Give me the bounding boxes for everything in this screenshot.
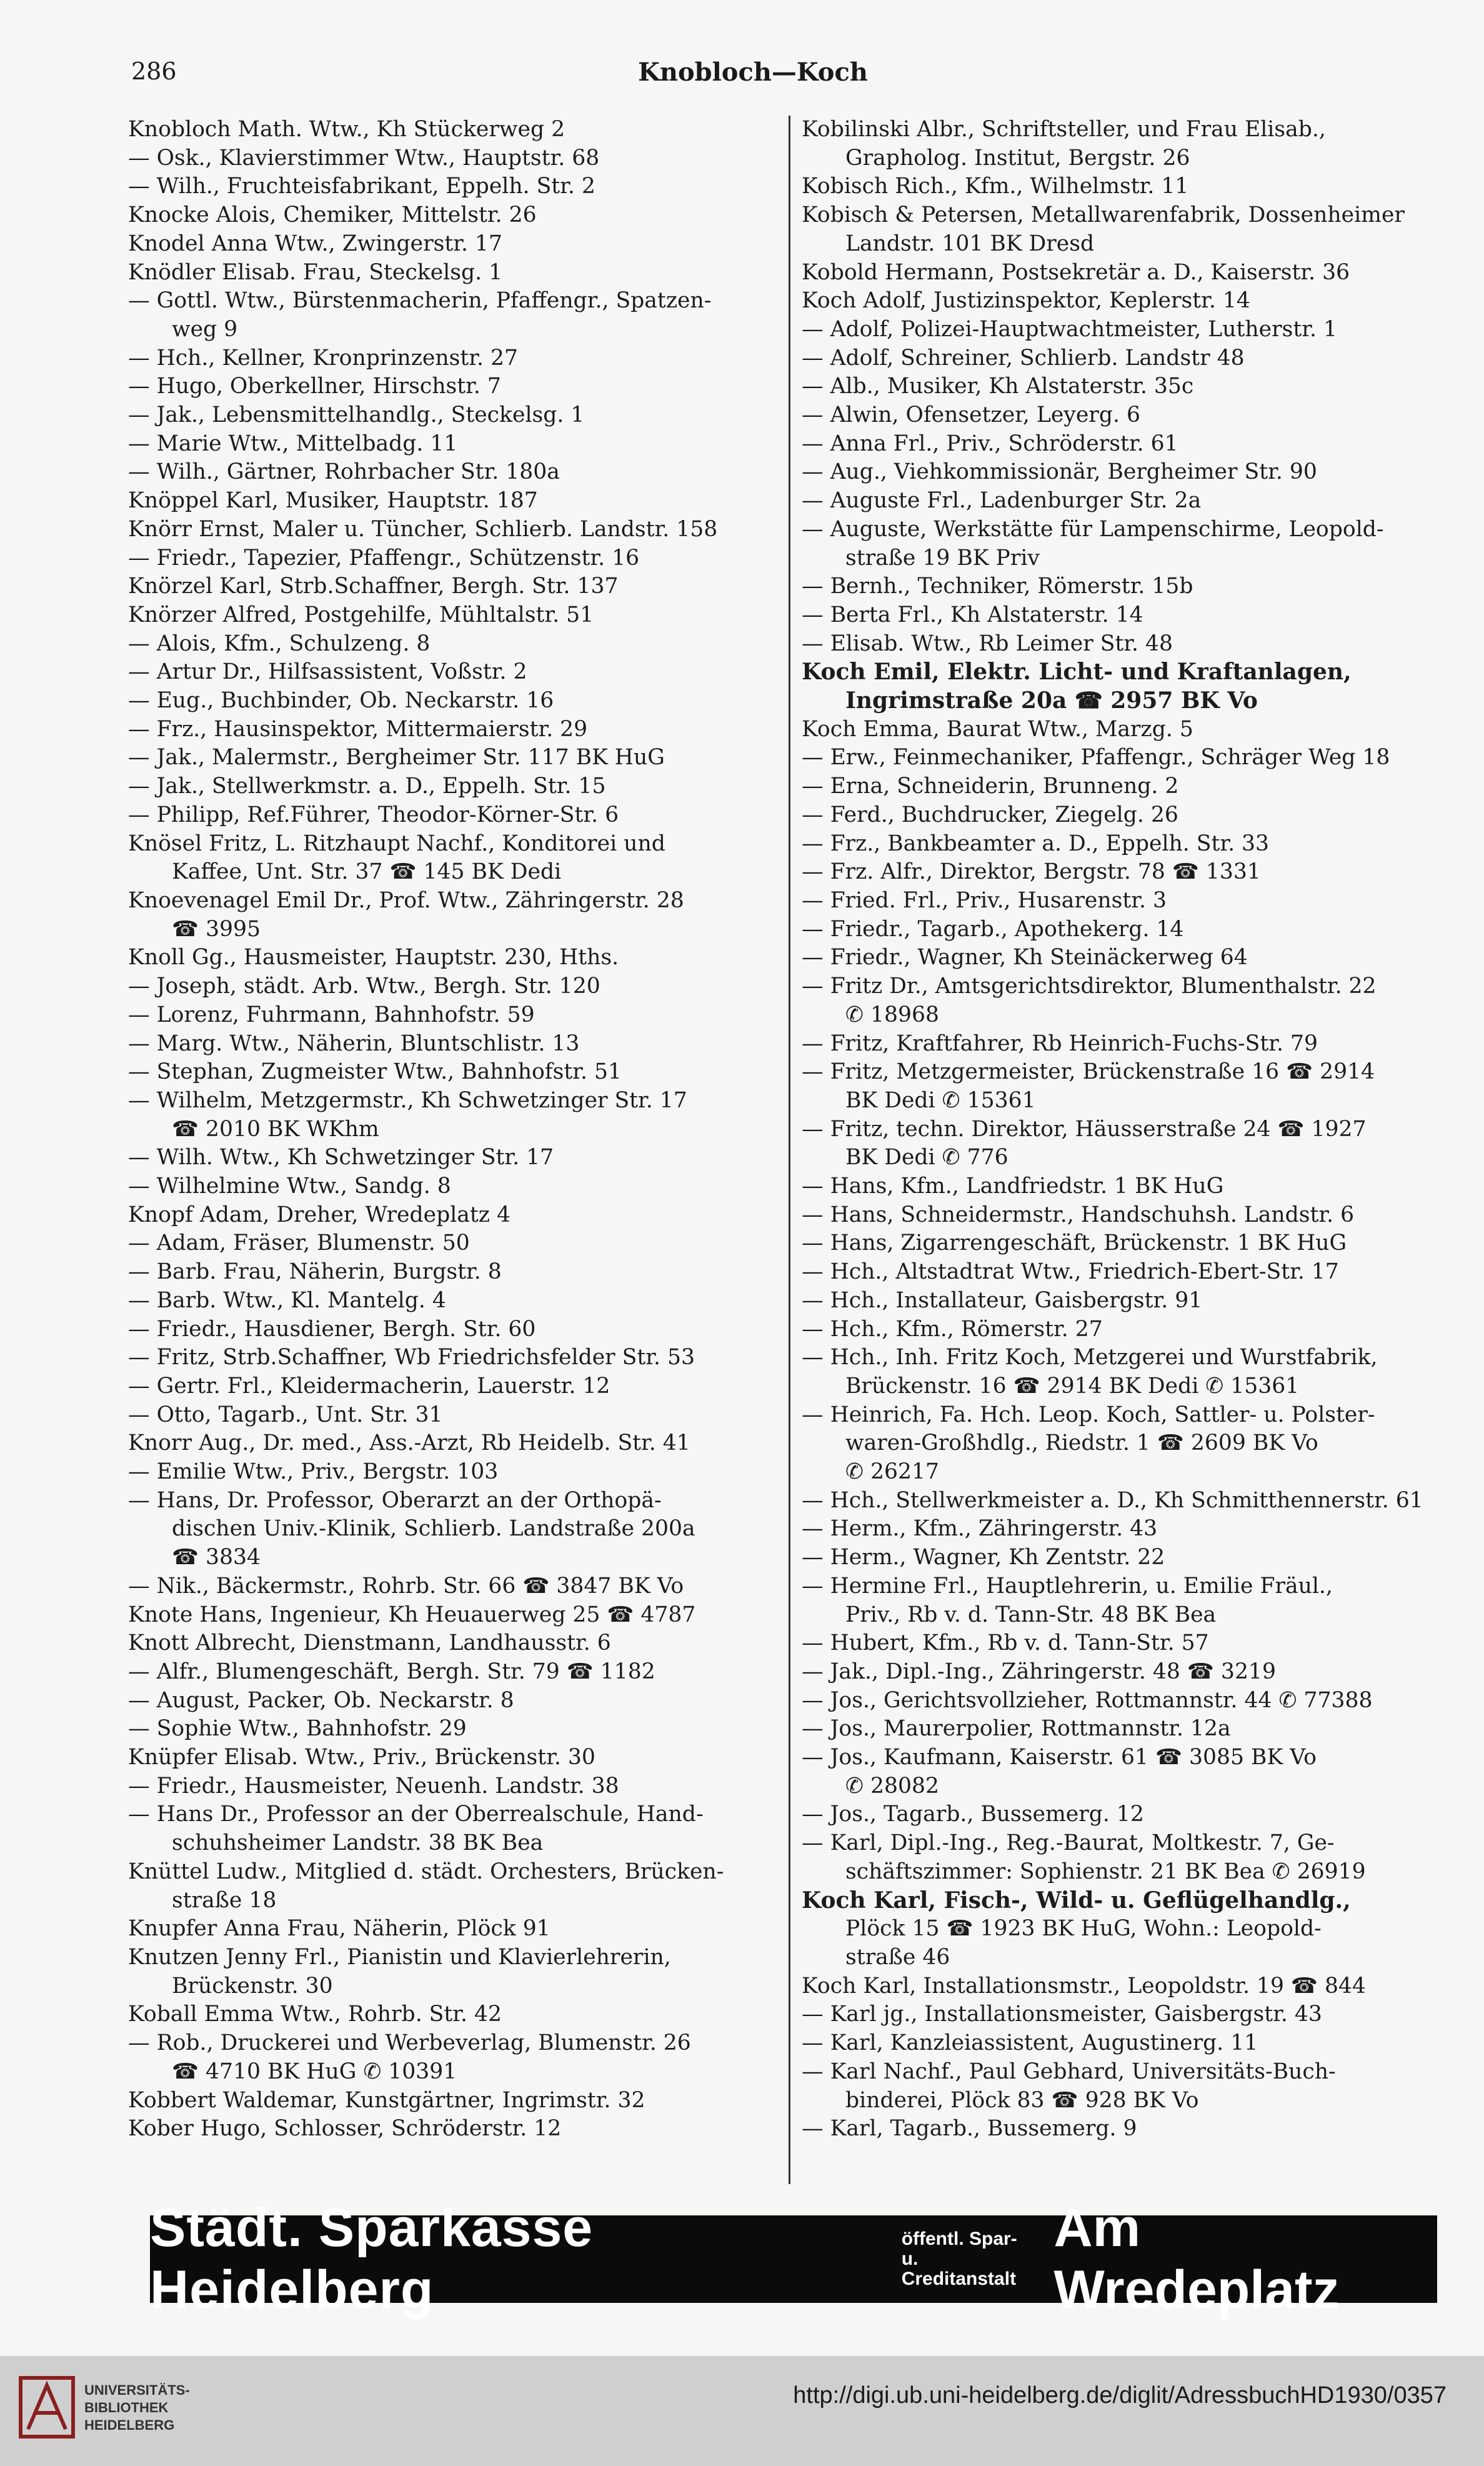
directory-entry: — Hch., Installateur, Gaisbergstr. 91 — [802, 1287, 1203, 1313]
directory-entry: — Hans, Zigarrengeschäft, Brückenstr. 1 BK HuG — [802, 1231, 1347, 1256]
directory-entry: Knoll Gg., Hausmeister, Hauptstr. 230, Hths. — [128, 945, 619, 971]
directory-entry: — Marg. Wtw., Näherin, Bluntschlistr. 13 — [128, 1031, 580, 1056]
directory-entry: — Marie Wtw., Mittelbadg. 11 — [128, 431, 458, 456]
directory-entry: ☎ 4710 BK HuG ✆ 10391 — [172, 2059, 457, 2084]
directory-entry: — Wilh. Wtw., Kh Schwetzinger Str. 17 — [128, 1145, 554, 1171]
directory-entry: — Hans, Schneidermstr., Handschuhsh. Landstr. 6 — [802, 1202, 1355, 1227]
directory-entry: — Fritz, Strb.Schaffner, Wb Friedrichsfelder Str. 53 — [128, 1345, 695, 1370]
ad-place: Am Wredeplatz — [1053, 2198, 1340, 2320]
directory-entry: — Hans Dr., Professor an der Oberrealschule, Hand- — [128, 1802, 704, 1827]
directory-entry: — Barb. Wtw., Kl. Mantelg. 4 — [128, 1287, 446, 1313]
directory-entry: — Ferd., Buchdrucker, Ziegelg. 26 — [802, 802, 1178, 827]
ad-subtitle — [902, 2229, 1038, 2289]
directory-entry: — Hugo, Oberkellner, Hirschstr. 7 — [128, 374, 501, 399]
directory-entry: — Philipp, Ref.Führer, Theodor-Körner-Str. 6 — [128, 802, 619, 827]
directory-entry: — Adolf, Schreiner, Schlierb. Landstr 48 — [802, 345, 1245, 371]
directory-entry: ☎ 2010 BK WKhm — [172, 1116, 379, 1142]
directory-entry: — Emilie Wtw., Priv., Bergstr. 103 — [128, 1459, 499, 1485]
directory-entry: — Hans, Kfm., Landfriedstr. 1 BK HuG — [802, 1174, 1224, 1199]
directory-entry: — Karl, Tagarb., Bussemerg. 9 — [802, 2116, 1137, 2142]
directory-entry: straße 46 — [845, 1945, 950, 1970]
directory-entry: Knödler Elisab. Frau, Steckelsg. 1 — [128, 259, 503, 285]
directory-entry: Koch Karl, Installationsmstr., Leopoldstr. 19 ☎ 844 — [802, 1973, 1366, 1999]
directory-entry: — Auguste, Werkstätte für Lampenschirme, Leopold- — [802, 516, 1384, 542]
library-name — [84, 2382, 190, 2434]
library-seal-icon — [16, 2373, 78, 2442]
directory-entry: — Eug., Buchbinder, Ob. Neckarstr. 16 — [128, 688, 554, 714]
directory-entry: — Jak., Malermstr., Bergheimer Str. 117 BK HuG — [128, 745, 665, 771]
directory-entry: ☎ 3995 — [172, 916, 261, 942]
directory-entry: — Hch., Altstadtrat Wtw., Friedrich-Ebert-Str. 17 — [802, 1259, 1339, 1285]
directory-entry: Landstr. 101 BK Dresd — [845, 231, 1095, 256]
directory-entry: Knösel Fritz, L. Ritzhaupt Nachf., Konditorei und — [128, 831, 665, 856]
directory-entry: — Wilhelmine Wtw., Sandg. 8 — [128, 1174, 451, 1199]
directory-entry: — Jos., Gerichtsvollzieher, Rottmannstr. 44 ✆ 77388 — [802, 1687, 1373, 1713]
right-column — [802, 116, 1464, 2144]
directory-entry: — Aug., Viehkommissionär, Bergheimer Str. 90 — [802, 459, 1317, 485]
directory-entry: — Friedr., Hausmeister, Neuenh. Landstr. 38 — [128, 1773, 619, 1799]
directory-entry: ✆ 26217 — [845, 1459, 939, 1485]
directory-entry: Kobold Hermann, Postsekretär a. D., Kaiserstr. 36 — [802, 259, 1350, 285]
directory-entry: — Jak., Stellwerkmstr. a. D., Eppelh. Str. 15 — [128, 774, 606, 799]
directory-entry: Knupfer Anna Frau, Näherin, Plöck 91 — [128, 1916, 550, 1942]
running-head: Knobloch—Koch — [638, 57, 868, 87]
directory-entry: waren-Großhdlg., Riedstr. 1 ☎ 2609 BK Vo — [845, 1430, 1318, 1456]
directory-entry: — Heinrich, Fa. Hch. Leop. Koch, Sattler- u. Polster- — [802, 1402, 1375, 1427]
directory-entry: — Karl, Kanzleiassistent, Augustinerg. 11 — [802, 2030, 1258, 2056]
directory-entry: Knörzel Karl, Strb.Schaffner, Bergh. Str. 137 — [128, 574, 619, 599]
directory-entry: Knöppel Karl, Musiker, Hauptstr. 187 — [128, 488, 538, 514]
directory-entry: — Karl, Dipl.-Ing., Reg.-Baurat, Moltkestr. 7, Ge- — [802, 1830, 1335, 1856]
directory-entry: Kobilinski Albr., Schriftsteller, und Frau Elisab., — [802, 117, 1326, 142]
directory-entry: — Frz. Alfr., Direktor, Bergstr. 78 ☎ 1331 — [802, 859, 1261, 885]
directory-entry: — Jos., Tagarb., Bussemerg. 12 — [802, 1802, 1144, 1827]
directory-entry: straße 18 — [172, 1887, 277, 1913]
directory-entry: Kobbert Waldemar, Kunstgärtner, Ingrimstr. 32 — [128, 2087, 645, 2113]
directory-entry: BK Dedi ✆ 15361 — [845, 1087, 1036, 1113]
logo-line-1: UNIVERSITÄTS- — [84, 2382, 190, 2398]
column-divider — [789, 116, 790, 2184]
directory-entry: — Fried. Frl., Priv., Husarenstr. 3 — [802, 887, 1167, 913]
directory-entry: Knüpfer Elisab. Wtw., Priv., Brückenstr. 30 — [128, 1745, 595, 1770]
directory-entry: — Gottl. Wtw., Bürstenmacherin, Pfaffengr., Spatzen- — [128, 288, 712, 314]
directory-entry: — Fritz, Kraftfahrer, Rb Heinrich-Fuchs-Str. 79 — [802, 1031, 1318, 1056]
library-logo[interactable] — [16, 2373, 203, 2448]
directory-entry: — Jos., Maurerpolier, Rottmannstr. 12a — [802, 1716, 1231, 1742]
directory-entry: — Frz., Hausinspektor, Mittermaierstr. 29 — [128, 716, 588, 742]
advertisement-banner — [150, 2198, 1437, 2320]
directory-entry: ✆ 18968 — [845, 1002, 939, 1027]
directory-entry: Knopf Adam, Dreher, Wredeplatz 4 — [128, 1202, 510, 1227]
directory-entry: — Alb., Musiker, Kh Alstaterstr. 35c — [802, 374, 1194, 399]
directory-entry: — Sophie Wtw., Bahnhofstr. 29 — [128, 1716, 467, 1742]
directory-entry: Koch Emil, Elektr. Licht- und Kraftanlagen, — [802, 659, 1352, 686]
directory-entry: Brückenstr. 30 — [172, 1973, 333, 1999]
directory-entry: — Herm., Wagner, Kh Zentstr. 22 — [802, 1545, 1165, 1570]
directory-entry: — Barb. Frau, Näherin, Burgstr. 8 — [128, 1259, 502, 1285]
directory-entry: — Adam, Fräser, Blumenstr. 50 — [128, 1231, 470, 1256]
page-header — [131, 57, 1375, 95]
directory-entry: — Adolf, Polizei-Hauptwachtmeister, Lutherstr. 1 — [802, 316, 1338, 342]
viewer-footer — [0, 2356, 1484, 2466]
directory-entry: — Jak., Dipl.-Ing., Zähringerstr. 48 ☎ 3219 — [802, 1659, 1276, 1684]
directory-entry: — Frz., Bankbeamter a. D., Eppelh. Str. 33 — [802, 831, 1270, 856]
directory-entry: — Friedr., Tagarb., Apothekerg. 14 — [802, 916, 1184, 942]
directory-entry: — Anna Frl., Priv., Schröderstr. 61 — [802, 431, 1178, 456]
directory-entry: — Jos., Kaufmann, Kaiserstr. 61 ☎ 3085 BK Vo — [802, 1745, 1317, 1770]
directory-entry: Koch Karl, Fisch-, Wild- u. Geflügelhandlg., — [802, 1887, 1351, 1914]
logo-line-3: HEIDELBERG — [84, 2417, 175, 2433]
directory-entry: — Friedr., Hausdiener, Bergh. Str. 60 — [128, 1316, 536, 1342]
directory-entry: — Bernh., Techniker, Römerstr. 15b — [802, 574, 1193, 599]
source-url-link[interactable]: http://digi.ub.uni-heidelberg.de/diglit/AdressbuchHD1930/0357 — [793, 2382, 1447, 2409]
directory-entry: BK Dedi ✆ 776 — [845, 1145, 1008, 1171]
directory-entry: — Osk., Klavierstimmer Wtw., Hauptstr. 68 — [128, 145, 600, 171]
directory-entry: Ingrimstraße 20a ☎ 2957 BK Vo — [845, 687, 1258, 714]
directory-entry: — Hans, Dr. Professor, Oberarzt an der Orthopä- — [128, 1487, 662, 1513]
directory-entry: schäftszimmer: Sophienstr. 21 BK Bea ✆ 26919 — [845, 1859, 1366, 1884]
directory-entry: ✆ 28082 — [845, 1773, 939, 1799]
directory-entry: — Rob., Druckerei und Werbeverlag, Blumenstr. 26 — [128, 2030, 691, 2056]
directory-entry: — Hch., Kellner, Kronprinzenstr. 27 — [128, 345, 519, 371]
directory-entry: — Hermine Frl., Hauptlehrerin, u. Emilie Fräul., — [802, 1573, 1333, 1599]
directory-entry: — Wilh., Gärtner, Rohrbacher Str. 180a — [128, 459, 560, 485]
directory-entry: Brückenstr. 16 ☎ 2914 BK Dedi ✆ 15361 — [845, 1373, 1300, 1399]
directory-entry: — Friedr., Tapezier, Pfaffengr., Schützenstr. 16 — [128, 545, 640, 571]
directory-entry: — Hubert, Kfm., Rb v. d. Tann-Str. 57 — [802, 1630, 1209, 1656]
directory-entry: — Wilh., Fruchteisfabrikant, Eppelh. Str. 2 — [128, 174, 595, 199]
directory-entry: — Alfr., Blumengeschäft, Bergh. Str. 79 ☎ 1182 — [128, 1659, 655, 1684]
directory-entry: Kober Hugo, Schlosser, Schröderstr. 12 — [128, 2116, 562, 2142]
directory-entry: — Elisab. Wtw., Rb Leimer Str. 48 — [802, 631, 1173, 656]
directory-entry: Kaffee, Unt. Str. 37 ☎ 145 BK Dedi — [172, 859, 562, 885]
directory-entry: Koball Emma Wtw., Rohrb. Str. 42 — [128, 2002, 502, 2027]
directory-entry: — Stephan, Zugmeister Wtw., Bahnhofstr. 51 — [128, 1059, 622, 1085]
directory-entry: Knodel Anna Wtw., Zwingerstr. 17 — [128, 231, 503, 256]
directory-entry: — Berta Frl., Kh Alstaterstr. 14 — [802, 602, 1143, 627]
ad-name: Städt. Sparkasse Heidelberg — [150, 2198, 594, 2320]
ad-sub-line1: öffentl. Spar- u. — [901, 2229, 1017, 2269]
directory-entry: — Artur Dr., Hilfsassistent, Voßstr. 2 — [128, 659, 527, 685]
directory-entry: — Fritz Dr., Amtsgerichtsdirektor, Blumenthalstr. 22 — [802, 974, 1377, 999]
directory-entry: — Herm., Kfm., Zähringerstr. 43 — [802, 1516, 1158, 1542]
directory-entry: Knote Hans, Ingenieur, Kh Heuauerweg 25 ☎ 4787 — [128, 1602, 696, 1627]
directory-entry: Knutzen Jenny Frl., Pianistin und Klavierlehrerin, — [128, 1945, 671, 1970]
directory-entry: — Erna, Schneiderin, Brunneng. 2 — [802, 774, 1179, 799]
directory-entry: — Jak., Lebensmittelhandlg., Steckelsg. 1 — [128, 402, 585, 428]
page-number: 286 — [131, 57, 177, 85]
directory-entry: — August, Packer, Ob. Neckarstr. 8 — [128, 1687, 514, 1713]
directory-entry: Koch Adolf, Justizinspektor, Keplerstr. 14 — [802, 288, 1250, 314]
directory-entry: binderei, Plöck 83 ☎ 928 BK Vo — [845, 2087, 1199, 2113]
directory-entry: — Auguste Frl., Ladenburger Str. 2a — [802, 488, 1202, 514]
directory-entry: schuhsheimer Landstr. 38 BK Bea — [172, 1830, 544, 1856]
directory-entry: Knorr Aug., Dr. med., Ass.-Arzt, Rb Heidelb. Str. 41 — [128, 1430, 690, 1456]
directory-entry: dischen Univ.-Klinik, Schlierb. Landstraße 200a — [172, 1516, 695, 1542]
directory-entry: Kobisch Rich., Kfm., Wilhelmstr. 11 — [802, 174, 1189, 199]
directory-entry: — Alwin, Ofensetzer, Leyerg. 6 — [802, 402, 1140, 428]
directory-entry: — Karl Nachf., Paul Gebhard, Universitäts-Buch- — [802, 2059, 1336, 2084]
directory-entry: straße 19 BK Priv — [845, 545, 1040, 571]
directory-entry: — Hch., Kfm., Römerstr. 27 — [802, 1316, 1103, 1342]
directory-entry: Knott Albrecht, Dienstmann, Landhausstr. 6 — [128, 1630, 611, 1656]
directory-entry: — Nik., Bäckermstr., Rohrb. Str. 66 ☎ 3847 BK Vo — [128, 1573, 684, 1599]
directory-entry: Priv., Rb v. d. Tann-Str. 48 BK Bea — [845, 1602, 1217, 1627]
directory-entry: — Erw., Feinmechaniker, Pfaffengr., Schräger Weg 18 — [802, 745, 1390, 771]
directory-entry: — Gertr. Frl., Kleidermacherin, Lauerstr. 12 — [128, 1373, 610, 1399]
directory-entry: Grapholog. Institut, Bergstr. 26 — [845, 145, 1190, 171]
directory-entry: — Wilhelm, Metzgermstr., Kh Schwetzinger Str. 17 — [128, 1087, 687, 1113]
directory-entry: — Hch., Stellwerkmeister a. D., Kh Schmitthennerstr. 61 — [802, 1487, 1423, 1513]
directory-entry: Kobisch & Petersen, Metallwarenfabrik, Dossenheimer — [802, 202, 1405, 228]
logo-line-2: BIBLIOTHEK — [84, 2400, 169, 2415]
directory-entry: — Fritz, Metzgermeister, Brückenstraße 16 ☎ 2914 — [802, 1059, 1375, 1085]
directory-entry: Plöck 15 ☎ 1923 BK HuG, Wohn.: Leopold- — [845, 1916, 1322, 1942]
directory-entry: weg 9 — [172, 316, 238, 342]
directory-entry: Knörzer Alfred, Postgehilfe, Mühltalstr. 51 — [128, 602, 594, 627]
directory-entry: Knocke Alois, Chemiker, Mittelstr. 26 — [128, 202, 537, 228]
directory-entry: ☎ 3834 — [172, 1545, 261, 1570]
directory-entry: Koch Emma, Baurat Wtw., Marzg. 5 — [802, 716, 1193, 742]
directory-entry: — Hch., Inh. Fritz Koch, Metzgerei und Wurstfabrik, — [802, 1345, 1378, 1370]
directory-entry: Knobloch Math. Wtw., Kh Stückerweg 2 — [128, 117, 565, 142]
left-column — [128, 116, 772, 2144]
directory-entry: — Fritz, techn. Direktor, Häusserstraße 24 ☎ 1927 — [802, 1116, 1367, 1142]
directory-entry: — Lorenz, Fuhrmann, Bahnhofstr. 59 — [128, 1002, 535, 1027]
directory-entry: — Otto, Tagarb., Unt. Str. 31 — [128, 1402, 443, 1427]
directory-entry: Knüttel Ludw., Mitglied d. städt. Orchesters, Brücken- — [128, 1859, 724, 1884]
directory-entry: — Karl jg., Installationsmeister, Gaisbergstr. 43 — [802, 2002, 1322, 2027]
directory-entry: — Alois, Kfm., Schulzeng. 8 — [128, 631, 431, 656]
directory-entry: Knörr Ernst, Maler u. Tüncher, Schlierb. Landstr. 158 — [128, 516, 718, 542]
directory-entry: Knoevenagel Emil Dr., Prof. Wtw., Zähringerstr. 28 — [128, 887, 684, 913]
directory-entry: — Joseph, städt. Arb. Wtw., Bergh. Str. 120 — [128, 974, 600, 999]
ad-sub-line2: Creditanstalt — [901, 2269, 1017, 2289]
directory-entry: — Friedr., Wagner, Kh Steinäckerweg 64 — [802, 945, 1248, 971]
